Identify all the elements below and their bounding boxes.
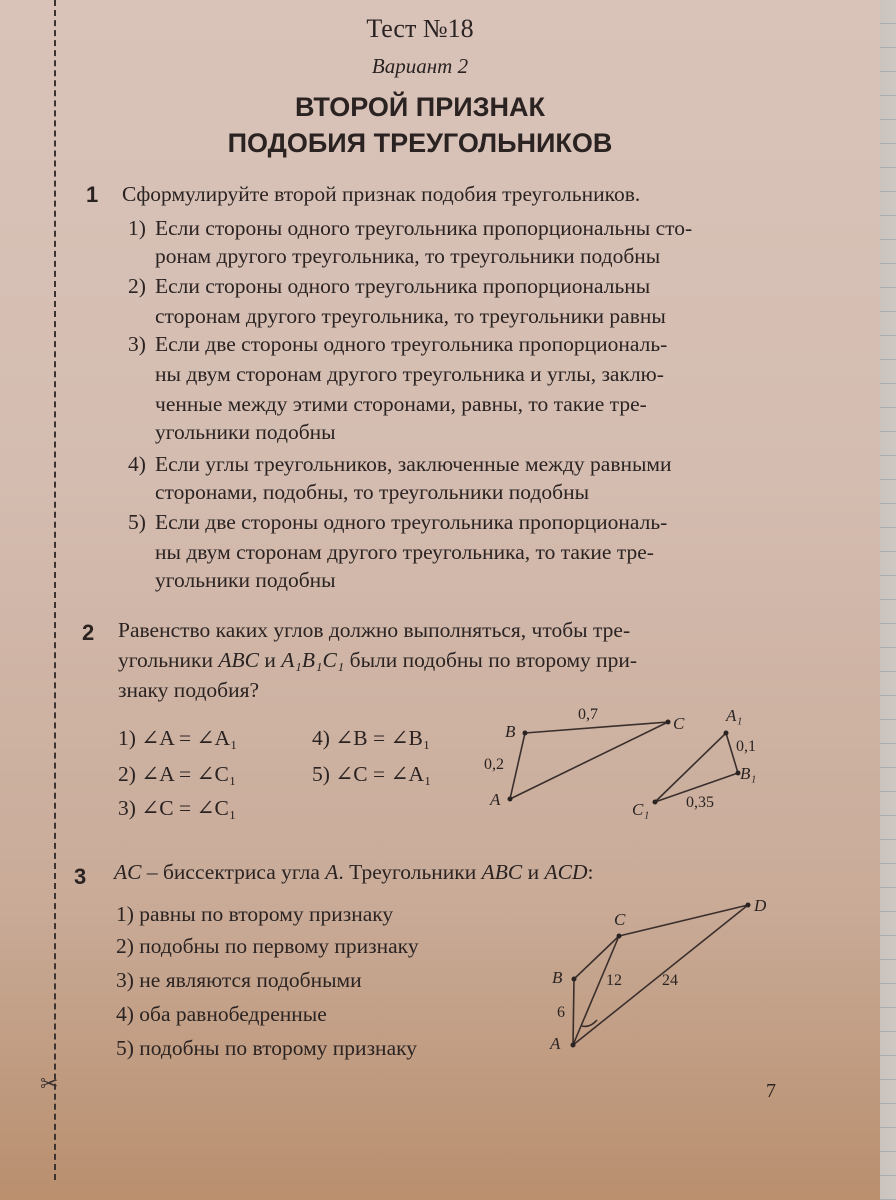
- q1-option-4-line-1: Если углы треугольников, заключенные между равными: [155, 452, 672, 476]
- q3-side-ad: 24: [662, 972, 678, 989]
- q3-option-5[interactable]: 5) подобны по второму признаку: [116, 1036, 417, 1060]
- q2-label-a: A: [490, 790, 501, 809]
- q3-triangle-acd: ACD: [544, 860, 588, 884]
- q2-option-3[interactable]: 3) ∠C = ∠C₁: [118, 796, 237, 820]
- q2-side-bc: 0,7: [578, 706, 598, 723]
- q3-figure: [540, 890, 780, 1060]
- q2-label-b: B: [505, 722, 516, 741]
- point-d-q3: [746, 903, 751, 908]
- question-2-line-3: знаку подобия?: [118, 678, 260, 702]
- q1-option-3-line-2: ны двум сторонам другого треугольника и углы, заклю-: [155, 362, 664, 386]
- q2-side-a1b1: 0,1: [736, 738, 756, 755]
- q2-option-4[interactable]: 4) ∠B = ∠B₁: [312, 726, 431, 750]
- q1-option-3-line-1: Если две стороны одного треугольника пропорциональ-: [155, 332, 668, 356]
- question-1-text: Сформулируйте второй признак подобия треугольников.: [122, 182, 641, 206]
- q3-text-part: – биссектриса угла: [141, 860, 326, 884]
- q2-label-b1: B₁: [740, 764, 757, 783]
- q2-triangle-a1b1c1: A₁B₁C₁: [281, 648, 345, 672]
- question-1-number: 1: [86, 182, 99, 207]
- point-a: [508, 797, 513, 802]
- point-b: [523, 731, 528, 736]
- q1-option-5-line-3: угольники подобны: [155, 568, 336, 592]
- q3-label-d: D: [754, 896, 767, 915]
- q3-label-a: A: [550, 1034, 561, 1053]
- heading-line-1: ВТОРОЙ ПРИЗНАК: [294, 92, 546, 122]
- q2-label-c: C: [673, 714, 685, 733]
- q1-option-2-number[interactable]: 2): [128, 274, 146, 298]
- q2-text-part: и: [258, 648, 282, 672]
- q3-label-b: B: [552, 968, 563, 987]
- angle-arc-a: [582, 1020, 597, 1026]
- q3-triangle-abc: ABC: [481, 860, 523, 884]
- triangle-a1b1c1: [655, 733, 738, 802]
- q3-option-2[interactable]: 2) подобны по первому признаку: [116, 934, 419, 958]
- point-c: [666, 720, 671, 725]
- q2-label-a1: A₁: [726, 706, 743, 725]
- q1-option-2-line-2: сторонам другого треугольника, то треугольники равны: [155, 304, 666, 328]
- q3-text-part: :: [587, 860, 594, 884]
- cut-line: [54, 0, 56, 1180]
- question-2-number: 2: [82, 620, 95, 645]
- q1-option-3-line-3: ченные между этими сторонами, равны, то такие тре-: [155, 392, 647, 416]
- q2-option-2[interactable]: 2) ∠A = ∠C₁: [118, 762, 237, 786]
- q2-label-c1: C₁: [632, 800, 650, 819]
- q3-angle-a: A: [325, 860, 339, 884]
- point-b-q3: [572, 977, 577, 982]
- point-c-q3: [617, 934, 622, 939]
- q1-option-1-number[interactable]: 1): [128, 216, 146, 240]
- point-a1: [724, 731, 729, 736]
- q3-side-ab: 6: [557, 1004, 565, 1021]
- question-2-line-2: [118, 648, 637, 673]
- q1-option-5-number[interactable]: 5): [128, 510, 146, 534]
- q1-option-4-number[interactable]: 4): [128, 452, 146, 476]
- q2-option-1[interactable]: 1) ∠A = ∠A₁: [118, 726, 238, 750]
- variant-label: Вариант 2: [371, 54, 469, 78]
- q3-side-ac: 12: [606, 972, 622, 989]
- test-title: Тест №18: [366, 14, 474, 43]
- q1-option-3-line-4: угольники подобны: [155, 420, 336, 444]
- point-c1: [653, 800, 658, 805]
- q2-side-c1b1: 0,35: [686, 794, 714, 811]
- question-2-line-1: Равенство каких углов должно выполняться, чтобы тре-: [118, 618, 631, 642]
- q2-side-ab: 0,2: [484, 756, 504, 773]
- triangle-abc-q3: [573, 936, 619, 1045]
- q1-option-3-number[interactable]: 3): [128, 332, 146, 356]
- triangle-acd-q3: [573, 905, 748, 1045]
- q2-text-part: были подобны по второму при-: [344, 648, 638, 672]
- question-3-text: [114, 860, 593, 885]
- q2-text-part: угольники: [118, 648, 219, 672]
- q1-option-5-line-2: ны двум сторонам другого треугольника, то такие тре-: [155, 540, 654, 564]
- point-a-q3: [571, 1043, 576, 1048]
- q3-segment-ac: AC: [114, 860, 142, 884]
- q3-option-1[interactable]: 1) равны по второму признаку: [116, 902, 394, 926]
- heading-line-2: ПОДОБИЯ ТРЕУГОЛЬНИКОВ: [227, 128, 613, 158]
- question-3-number: 3: [74, 864, 87, 889]
- q1-option-1-line-1: Если стороны одного треугольника пропорциональны сто-: [155, 216, 693, 240]
- q3-text-part: . Треугольники: [338, 860, 482, 884]
- q2-triangle-abc: ABC: [218, 648, 259, 672]
- q1-option-1-line-2: ронам другого треугольника, то треугольники подобны: [155, 244, 661, 268]
- q3-label-c: C: [614, 910, 626, 929]
- q2-option-5[interactable]: 5) ∠C = ∠A₁: [312, 762, 432, 786]
- q1-option-4-line-2: сторонами, подобны, то треугольники подобны: [155, 480, 590, 504]
- q3-text-part: и: [522, 860, 545, 884]
- q1-option-5-line-1: Если две стороны одного треугольника пропорциональ-: [155, 510, 668, 534]
- q3-option-4[interactable]: 4) оба равнобедренные: [116, 1002, 327, 1026]
- q3-option-3[interactable]: 3) не являются подобными: [116, 968, 362, 992]
- scissors-icon: ✂: [40, 1072, 59, 1097]
- page-number: 7: [766, 1080, 776, 1102]
- q1-option-2-line-1: Если стороны одного треугольника пропорциональны: [155, 274, 651, 298]
- triangle-abc: [510, 722, 668, 799]
